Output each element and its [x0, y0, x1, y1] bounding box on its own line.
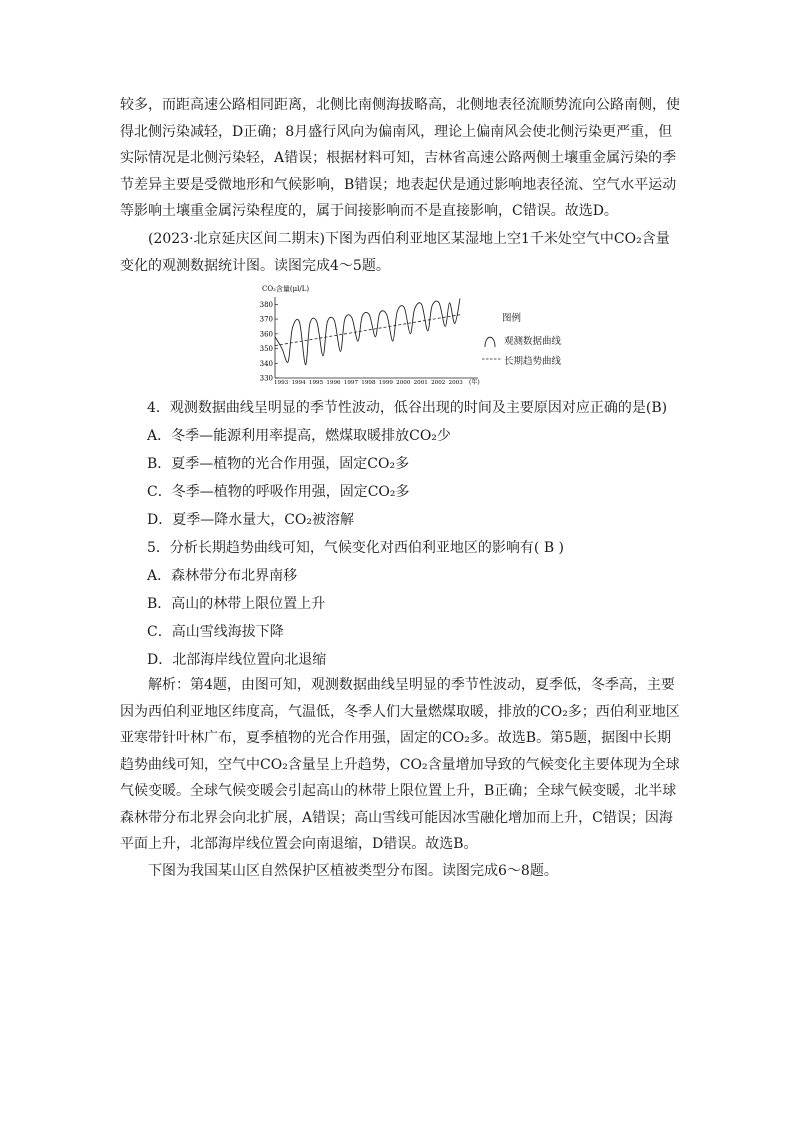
- x-tick-label: 1995: [308, 380, 324, 386]
- observed-line: [275, 298, 460, 364]
- q4-option-a: A．冬季—能源利用率提高，燃煤取暖排放CO₂少: [147, 428, 451, 444]
- legend-observed-symbol: [482, 332, 500, 348]
- x-tick-label: 2003: [448, 380, 463, 386]
- y-tick-label: 330: [259, 374, 273, 383]
- q4-option-c: C．冬季—植物的呼吸作用强，固定CO₂多: [147, 484, 410, 500]
- q5-option-a: A．森林带分布北界南移: [147, 568, 298, 584]
- x-tick-label: 2000: [396, 380, 411, 386]
- x-tick-label: 1996: [326, 380, 341, 386]
- legend-title: 图例: [502, 313, 522, 324]
- q4-option-d: D．夏季—降水量大，CO₂被溶解: [147, 512, 355, 528]
- x-tick-label: 1994: [291, 380, 306, 386]
- y-tick-label: 340: [259, 359, 273, 368]
- x-tick-label: 2001: [413, 380, 428, 386]
- x-tick-label: 1993: [274, 380, 289, 386]
- x-tick-label: 2002: [431, 380, 446, 386]
- y-tick-label: 370: [259, 315, 273, 324]
- paragraph-intro-q4-5: (2023·北京延庆区间二期末)下图为西伯利亚地区某湿地上空1千米处空气中CO₂含量变化的观测数据统计图。读图完成4～5题。: [120, 231, 670, 274]
- y-tick-label: 360: [259, 330, 273, 339]
- legend-item-trend: [482, 354, 562, 367]
- paragraph-answer-3: 较多，而距高速公路相同距离，北侧比南侧海拔略高，北侧地表径流顺势流向公路南侧，使得北侧污染减轻，D正确；8月盛行风向为偏南风，理论上偏南风会使北侧污染更严重，但实际情况是北侧污染轻，A错误；根据材料可知，吉林省高速公路两侧土壤重金属污染的季节差异主要是受微地形和气候影响，B错误；地表起伏是通过影响地表径流、空气水平运动等影响土壤重金属污染程度的，属于间接影响而不是直接影响，C错误。故选D。: [120, 97, 680, 219]
- x-tick-label: 1997: [343, 380, 359, 386]
- y-tick-label: 380: [259, 300, 273, 309]
- analysis-paragraph: 解析：第4题，由图可知，观测数据曲线呈明显的季节性波动，夏季低，冬季高，主要因为西伯利亚地区纬度高，气温低，冬季人们大量燃煤取暖，排放的CO₂多；西伯利亚地区亚寒带针叶林广布，夏季植物的光合作用强，固定的CO₂多。故选B。第5题，据图中长期趋势曲线可知，空气中CO₂含量呈上升趋势，CO₂含量增加导致的气候变化主要体现为全球气候变暖。全球气候变暖会引起高山的林带上限位置上升，B正确；全球气候变暖，北半球森林带分布北界会向北扩展，A错误；高山雪线可能因冰雪融化增加而上升，C错误；因海平面上升，北部海岸线位置会向南退缩，D错误。故选B。: [120, 677, 680, 852]
- legend-observed-label: 观测数据曲线: [504, 336, 562, 347]
- x-tick-label: 1998: [361, 380, 376, 386]
- y-tick-label: 350: [259, 345, 273, 354]
- x-axis-unit: (年): [469, 379, 480, 386]
- q4-option-b: B．夏季—植物的光合作用强，固定CO₂多: [147, 456, 410, 472]
- q5-option-d: D．北部海岸线位置向北退缩: [147, 652, 327, 668]
- legend-trend-label: 长期趋势曲线: [504, 356, 562, 367]
- paragraph-intro-q6-8: 下图为我国某山区自然保护区植被类型分布图。读图完成6～8题。: [148, 863, 558, 879]
- question-5: 5．分析长期趋势曲线可知，气候变化对西伯利亚地区的影响有( B ): [147, 540, 565, 556]
- trend-line: [275, 315, 460, 346]
- co2-chart: [255, 283, 485, 389]
- x-tick-label: 1999: [378, 380, 393, 386]
- question-4: 4．观测数据曲线呈明显的季节性波动，低谷出现的时间及主要原因对应正确的是(B): [147, 400, 668, 416]
- legend-trend-symbol: [482, 354, 504, 364]
- q5-option-c: C．高山雪线海拔下降: [147, 624, 284, 640]
- y-axis-label: CO₂含量(μl/L): [262, 285, 310, 293]
- chart-legend: [482, 310, 592, 370]
- legend-item-observed: [482, 332, 562, 348]
- q5-option-b: B．高山的林带上限位置上升: [147, 596, 326, 612]
